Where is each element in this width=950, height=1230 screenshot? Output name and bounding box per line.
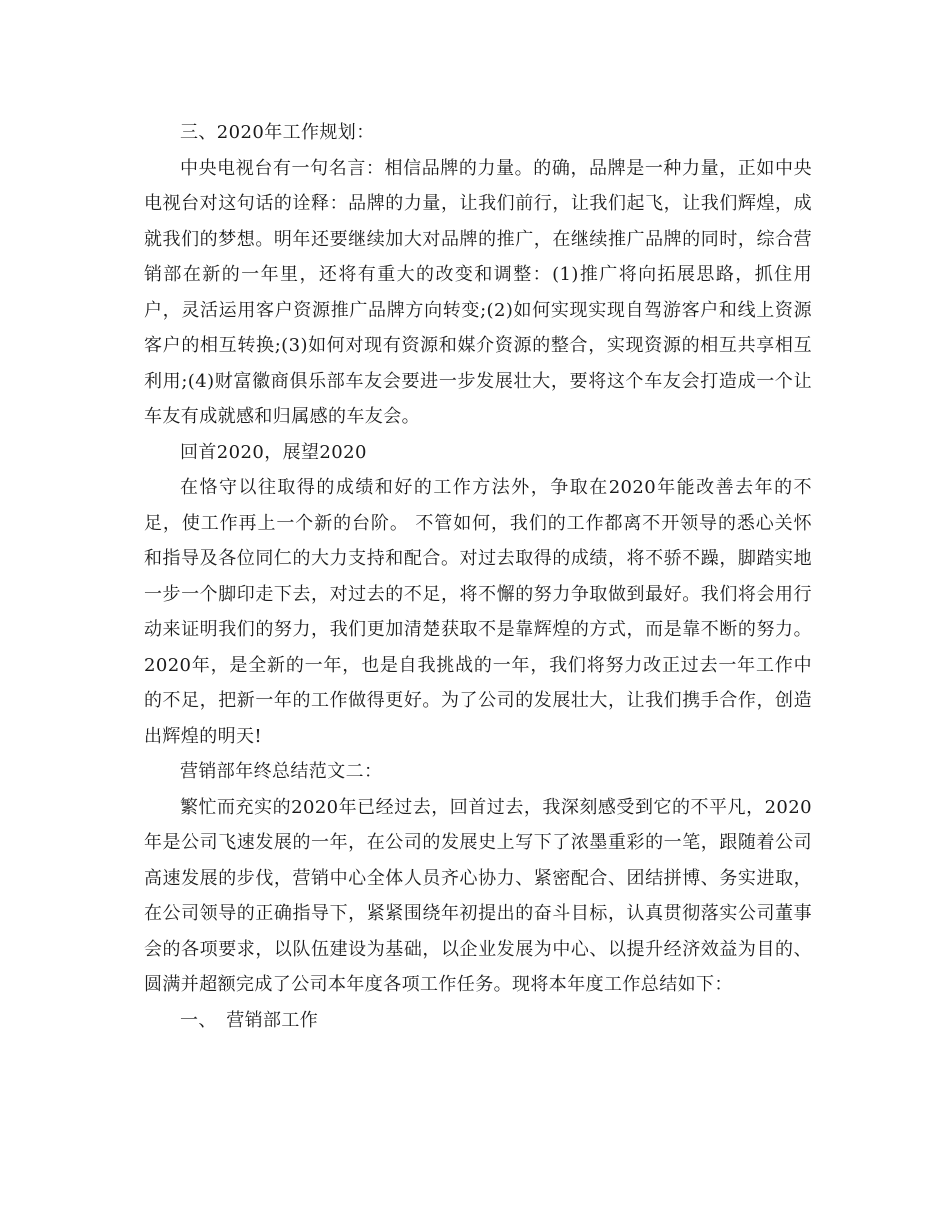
paragraph-brand-strategy: 中央电视台有一句名言：相信品牌的力量。的确，品牌是一种力量，正如中央电视台对这句话的诠释：品牌的力量，让我们前行，让我们起飞，让我们辉煌，成就我们的梦想。明年还要继续加大对品牌的推广，在继续推广品牌的同时，综合营销部在新的一年里，还将有重大的改变和调整：(1)推广将向拓展思路，抓住用户，灵活运用客户资源推广品牌方向转变;(2)如何实现实现自驾游客户和线上资源客户的相互转换;(3)如何对现有资源和媒介资源的整合，实现资源的相互共享相互利用;(4)财富徽商俱乐部车友会要进一步发展壮大，要将这个车友会打造成一个让车友有成就感和归属感的车友会。 — [144, 157, 812, 427]
section-heading-2020-plan: 三、2020年工作规划： — [180, 122, 375, 143]
section-heading-marketing-work: 一、 营销部工作 — [180, 1009, 319, 1031]
section-heading-review-outlook: 回首2020，展望2020 — [180, 441, 367, 463]
paragraph-sample-two-intro: 繁忙而充实的2020年已经过去，回首过去，我深刻感受到它的不平凡，2020年是公司飞速发展的一年，在公司的发展史上写下了浓墨重彩的一笔，跟随着公司高速发展的步伐，营销中心全体人员齐心协力、紧密配合、团结拼博、务实进取，在公司领导的正确指导下，紧紧围绕年初提出的奋斗目标，认真贯彻落实公司董事会的各项要求，以队伍建设为基础，以企业发展为中心、以提升经济效益为目的、圆满并超额完成了公司本年度各项工作任务。现将本年度工作总结如下： — [144, 796, 812, 995]
section-heading-sample-two: 营销部年终总结范文二： — [180, 761, 383, 782]
paragraph-review-outlook: 在恪守以往取得的成绩和好的工作方法外，争取在2020年能改善去年的不足，使工作再上一个新的台阶。 不管如何，我们的工作都离不开领导的悉心关怀和指导及各位同仁的大力支持和配合。对过去取得的成绩，将不骄不躁，脚踏实地一步一个脚印走下去，对过去的不足，将不懈的努力争取做到最好。我们将会用行动来证明我们的努力，我们更加清楚获取不是靠辉煌的方式，而是靠不断的努力。2020年，是全新的一年，也是自我挑战的一年，我们将努力改正过去一年工作中的不足，把新一年的工作做得更好。为了公司的发展壮大，让我们携手合作，创造出辉煌的明天! — [144, 477, 812, 747]
document-body — [144, 115, 812, 1038]
